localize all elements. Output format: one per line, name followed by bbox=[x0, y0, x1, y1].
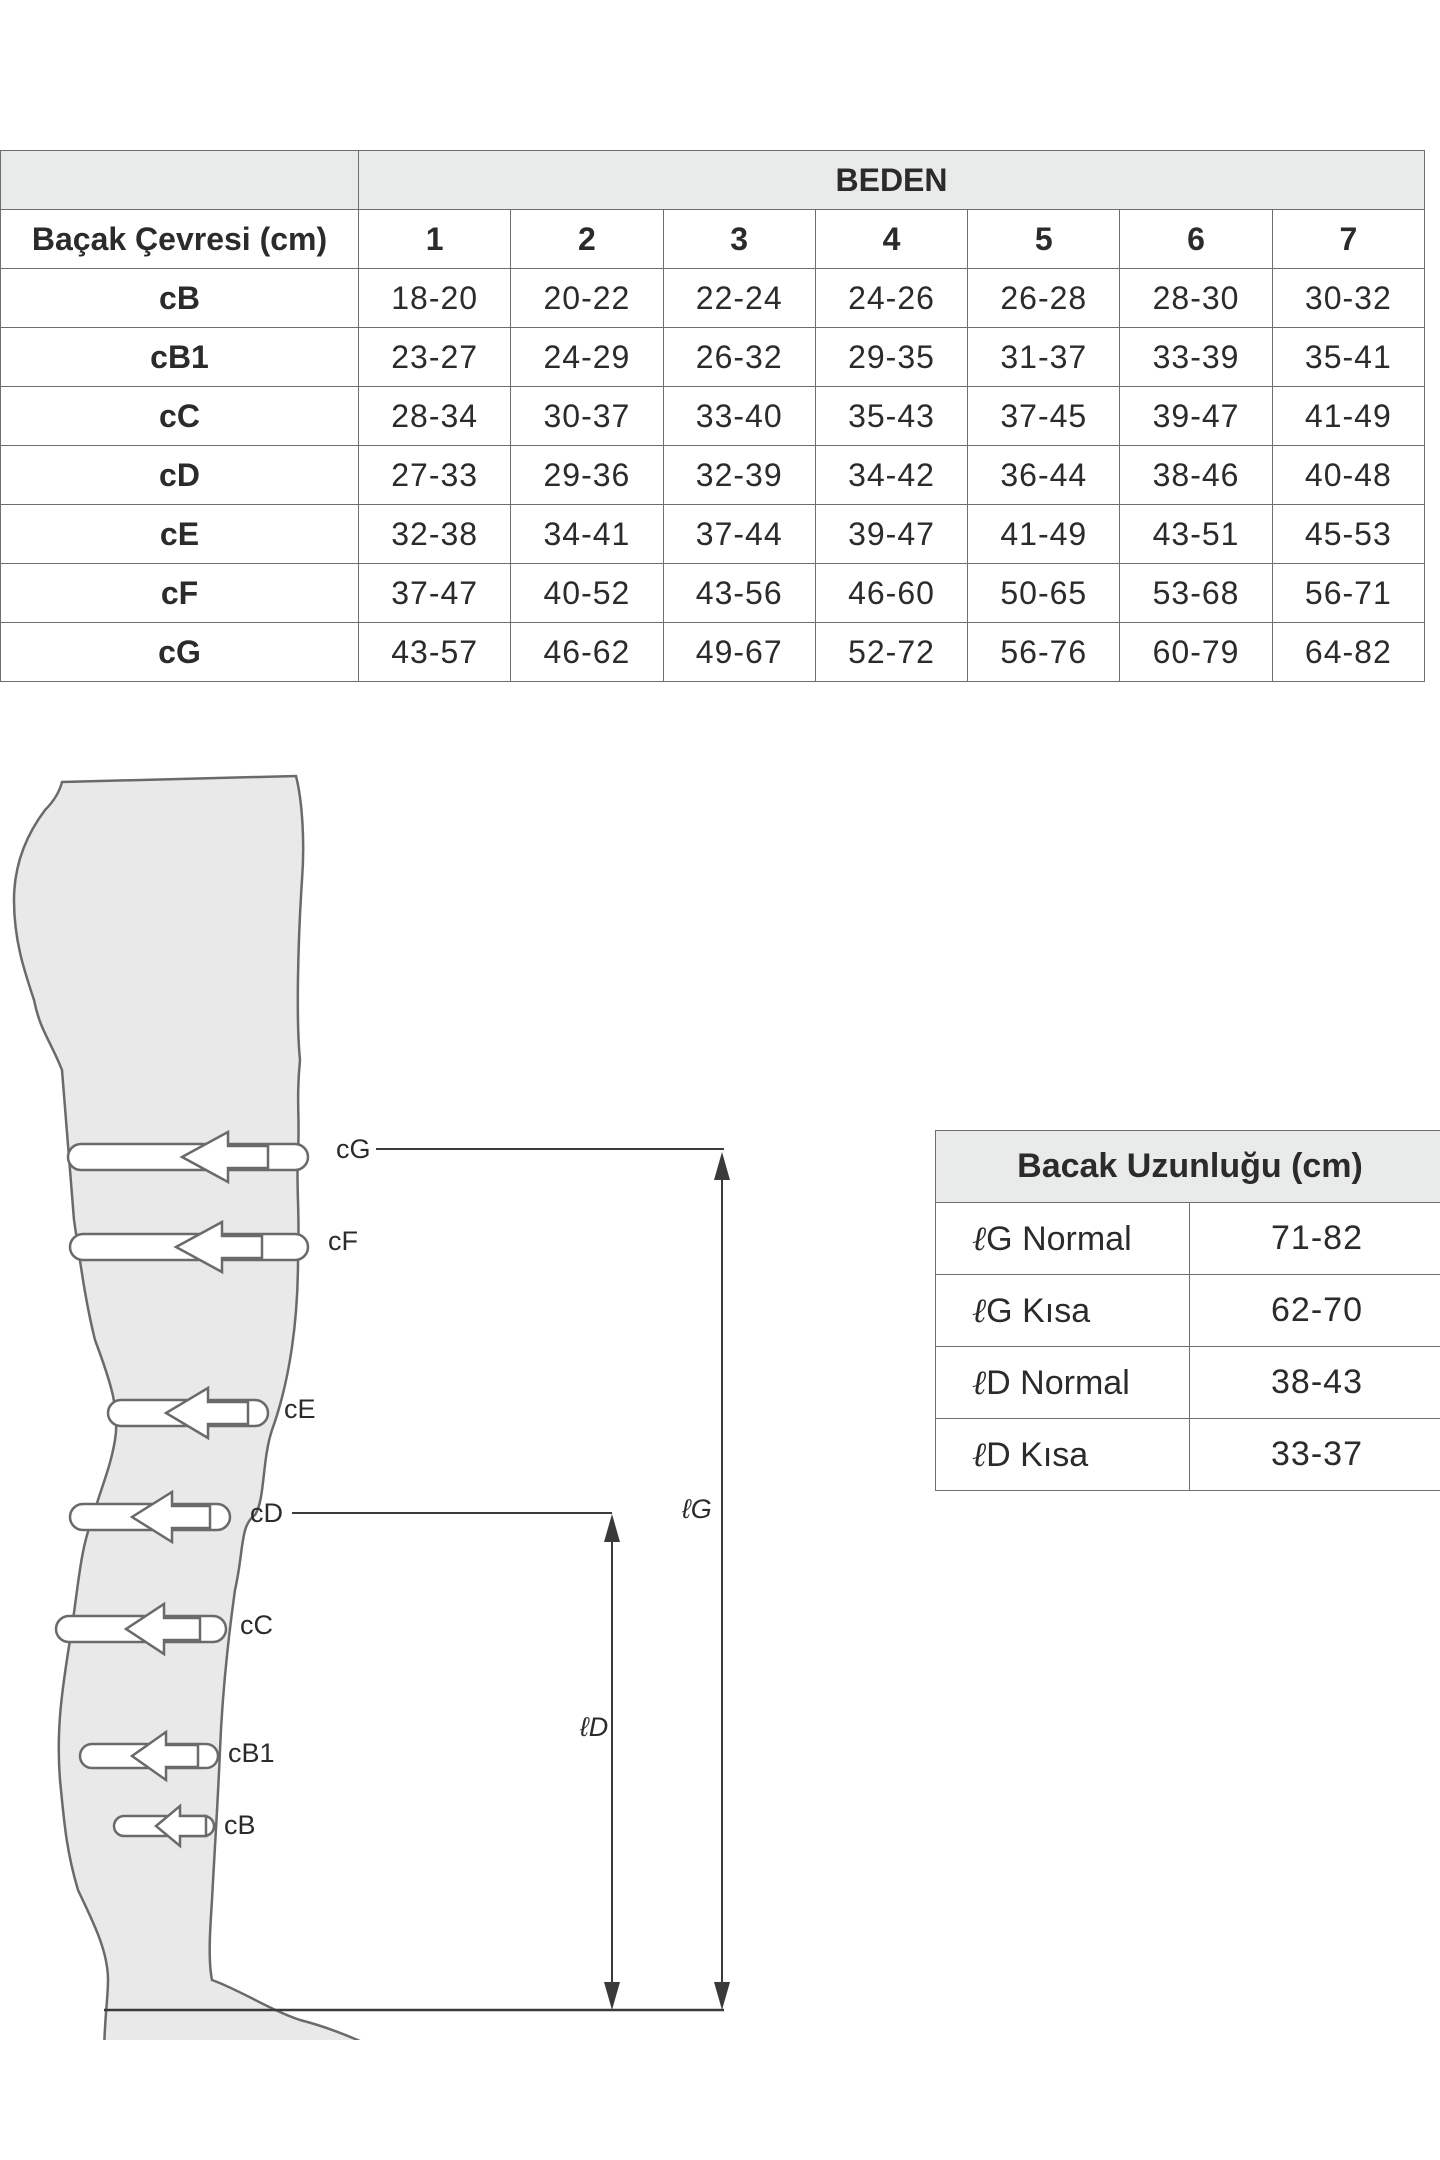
label-cB1: cB1 bbox=[228, 1738, 275, 1768]
size-range-cell: 41-49 bbox=[1272, 387, 1424, 446]
leg-measurement-diagram bbox=[0, 740, 760, 2040]
size-range-cell: 34-42 bbox=[815, 446, 967, 505]
size-range-cell: 45-53 bbox=[1272, 505, 1424, 564]
size-range-cell: 50-65 bbox=[968, 564, 1120, 623]
size-range-cell: 28-30 bbox=[1120, 269, 1272, 328]
size-row-cG bbox=[1, 623, 1425, 682]
size-range-cell: 26-28 bbox=[968, 269, 1120, 328]
size-range-cell: 26-32 bbox=[663, 328, 815, 387]
size-range-cell: 46-60 bbox=[815, 564, 967, 623]
length-symbol: ℓ bbox=[972, 1218, 987, 1259]
length-row bbox=[936, 1275, 1440, 1347]
size-range-cell: 40-48 bbox=[1272, 446, 1424, 505]
size-range-cell: 39-47 bbox=[1120, 387, 1272, 446]
length-value: 38-43 bbox=[1190, 1347, 1440, 1419]
length-symbol: ℓ bbox=[972, 1362, 987, 1403]
blank-corner-cell bbox=[1, 151, 359, 210]
size-range-cell: 38-46 bbox=[1120, 446, 1272, 505]
measure-label: cE bbox=[1, 505, 359, 564]
length-table-title: Bacak Uzunluğu (cm) bbox=[936, 1131, 1440, 1203]
length-header-row bbox=[936, 1131, 1440, 1203]
size-range-cell: 28-34 bbox=[359, 387, 511, 446]
measure-label: cC bbox=[1, 387, 359, 446]
size-range-cell: 53-68 bbox=[1120, 564, 1272, 623]
size-range-cell: 60-79 bbox=[1120, 623, 1272, 682]
size-range-cell: 31-37 bbox=[968, 328, 1120, 387]
label-cB: cB bbox=[224, 1810, 256, 1840]
size-row-cD bbox=[1, 446, 1425, 505]
size-col-4: 4 bbox=[815, 210, 967, 269]
size-range-cell: 34-41 bbox=[511, 505, 663, 564]
size-col-3: 3 bbox=[663, 210, 815, 269]
size-range-cell: 29-35 bbox=[815, 328, 967, 387]
size-range-cell: 18-20 bbox=[359, 269, 511, 328]
size-col-1: 1 bbox=[359, 210, 511, 269]
size-range-cell: 49-67 bbox=[663, 623, 815, 682]
length-label-text: G Kısa bbox=[986, 1291, 1091, 1330]
size-range-cell: 23-27 bbox=[359, 328, 511, 387]
dimension-arrow-lG bbox=[714, 1152, 730, 2010]
size-range-cell: 46-62 bbox=[511, 623, 663, 682]
size-row-cC bbox=[1, 387, 1425, 446]
size-range-cell: 43-56 bbox=[663, 564, 815, 623]
size-table-body bbox=[1, 269, 1425, 682]
size-range-cell: 20-22 bbox=[511, 269, 663, 328]
length-label bbox=[936, 1203, 1190, 1275]
size-number-row bbox=[1, 210, 1425, 269]
length-row bbox=[936, 1203, 1440, 1275]
length-value: 71-82 bbox=[1190, 1203, 1440, 1275]
label-lD: ℓD bbox=[580, 1712, 609, 1742]
size-group-header-row bbox=[1, 151, 1425, 210]
size-range-cell: 30-37 bbox=[511, 387, 663, 446]
dimension-arrow-lD bbox=[604, 1514, 620, 2010]
length-label bbox=[936, 1347, 1190, 1419]
size-range-cell: 37-45 bbox=[968, 387, 1120, 446]
length-label-text: D Kısa bbox=[986, 1435, 1089, 1474]
size-row-cB bbox=[1, 269, 1425, 328]
size-range-cell: 30-32 bbox=[1272, 269, 1424, 328]
size-range-cell: 64-82 bbox=[1272, 623, 1424, 682]
size-range-cell: 24-26 bbox=[815, 269, 967, 328]
length-label-text: G Normal bbox=[986, 1219, 1132, 1258]
length-symbol: ℓ bbox=[972, 1290, 987, 1331]
measure-label: cF bbox=[1, 564, 359, 623]
size-range-cell: 43-57 bbox=[359, 623, 511, 682]
size-group-header: BEDEN bbox=[359, 151, 1425, 210]
size-range-cell: 37-44 bbox=[663, 505, 815, 564]
size-range-cell: 52-72 bbox=[815, 623, 967, 682]
size-row-cE bbox=[1, 505, 1425, 564]
size-range-cell: 35-43 bbox=[815, 387, 967, 446]
measure-label: cD bbox=[1, 446, 359, 505]
size-row-cF bbox=[1, 564, 1425, 623]
size-range-cell: 41-49 bbox=[968, 505, 1120, 564]
size-chart-table bbox=[0, 150, 1425, 682]
size-col-6: 6 bbox=[1120, 210, 1272, 269]
length-value: 62-70 bbox=[1190, 1275, 1440, 1347]
size-range-cell: 56-76 bbox=[968, 623, 1120, 682]
size-range-cell: 40-52 bbox=[511, 564, 663, 623]
length-row bbox=[936, 1419, 1440, 1491]
length-symbol: ℓ bbox=[972, 1434, 987, 1475]
size-range-cell: 22-24 bbox=[663, 269, 815, 328]
label-cF: cF bbox=[328, 1226, 358, 1256]
size-col-2: 2 bbox=[511, 210, 663, 269]
measure-label: cG bbox=[1, 623, 359, 682]
size-range-cell: 32-39 bbox=[663, 446, 815, 505]
label-cD: cD bbox=[250, 1498, 283, 1528]
size-row-cB1 bbox=[1, 328, 1425, 387]
label-cG: cG bbox=[336, 1134, 371, 1164]
size-col-5: 5 bbox=[968, 210, 1120, 269]
row-header-label: Baçak Çevresi (cm) bbox=[1, 210, 359, 269]
size-range-cell: 33-40 bbox=[663, 387, 815, 446]
length-value: 33-37 bbox=[1190, 1419, 1440, 1491]
size-range-cell: 32-38 bbox=[359, 505, 511, 564]
size-range-cell: 36-44 bbox=[968, 446, 1120, 505]
size-range-cell: 39-47 bbox=[815, 505, 967, 564]
size-range-cell: 27-33 bbox=[359, 446, 511, 505]
length-label-text: D Normal bbox=[986, 1363, 1130, 1402]
size-range-cell: 56-71 bbox=[1272, 564, 1424, 623]
size-range-cell: 24-29 bbox=[511, 328, 663, 387]
measure-label: cB bbox=[1, 269, 359, 328]
length-label bbox=[936, 1275, 1190, 1347]
size-range-cell: 37-47 bbox=[359, 564, 511, 623]
label-cE: cE bbox=[284, 1394, 316, 1424]
label-lG: ℓG bbox=[682, 1494, 712, 1524]
size-range-cell: 43-51 bbox=[1120, 505, 1272, 564]
measure-label: cB1 bbox=[1, 328, 359, 387]
label-cC: cC bbox=[240, 1610, 273, 1640]
length-row bbox=[936, 1347, 1440, 1419]
size-range-cell: 29-36 bbox=[511, 446, 663, 505]
size-range-cell: 35-41 bbox=[1272, 328, 1424, 387]
leg-length-table bbox=[935, 1130, 1440, 1491]
length-table-body bbox=[936, 1203, 1440, 1491]
size-col-7: 7 bbox=[1272, 210, 1424, 269]
length-label bbox=[936, 1419, 1190, 1491]
size-range-cell: 33-39 bbox=[1120, 328, 1272, 387]
